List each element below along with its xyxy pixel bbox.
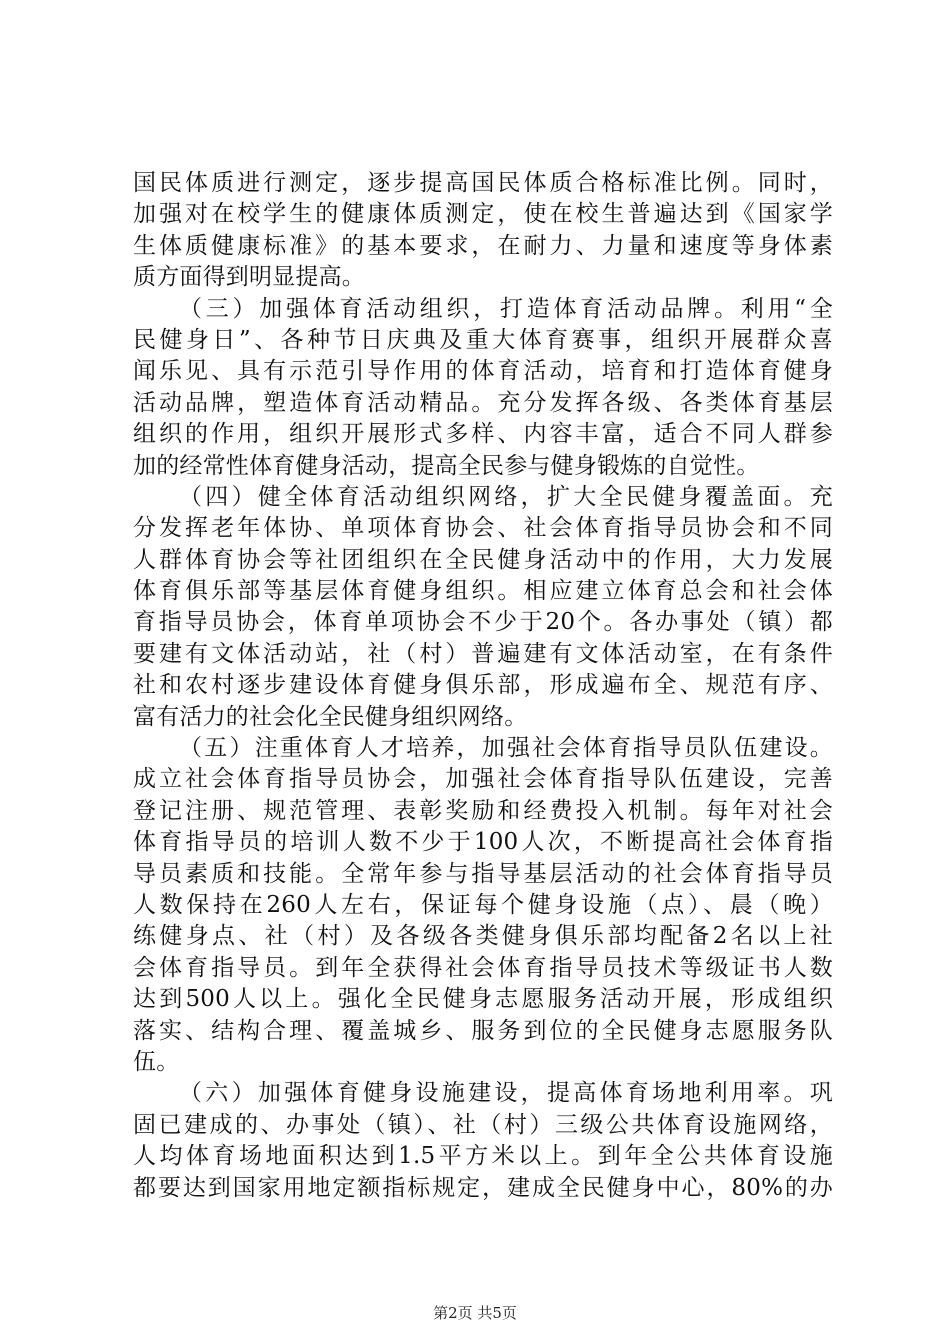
paragraph-line: 达到500人以上。强化全民健身志愿服务活动开展，形成组织 <box>133 986 833 1013</box>
paragraph-line: 育指导员协会，体育单项协会不少于20个。各办事处（镇）都 <box>133 609 833 636</box>
paragraph-line: 体育俱乐部等基层体育健身组织。相应建立体育总会和社会体 <box>133 578 833 605</box>
paragraph-line: （五）注重体育人才培养，加强社会体育指导员队伍建设。 <box>179 735 833 762</box>
paragraph-line: 国民体质进行测定，逐步提高国民体质合格标准比例。同时， <box>133 170 833 196</box>
paragraph-line: （三）加强体育活动组织，打造体育活动品牌。利用“全 <box>179 295 833 322</box>
paragraph-line: 固已建成的、办事处（镇）、社（村）三级公共体育设施网络， <box>133 1111 833 1138</box>
paragraph-line: 活动品牌，塑造体育活动精品。充分发挥各级、各类体育基层 <box>133 389 833 416</box>
paragraph-line: 社和农村逐步建设体育健身俱乐部，形成遍布全、规范有序、 <box>133 672 833 699</box>
paragraph-line: 分发挥老年体协、单项体育协会、社会体育指导员协会和不同 <box>133 515 833 542</box>
paragraph-line: 会体育指导员。到年全获得社会体育指导员技术等级证书人数 <box>133 954 833 981</box>
paragraph-line: 都要达到国家用地定额指标规定，建成全民健身中心，80%的办 <box>133 1174 833 1201</box>
paragraph-line: 人群体育协会等社团组织在全民健身活动中的作用，大力发展 <box>133 546 833 573</box>
paragraph-line: 人均体育场地面积达到1.5平方米以上。到年全公共体育设施 <box>133 1143 833 1170</box>
paragraph-line: 民健身日”、各种节日庆典及重大体育赛事，组织开展群众喜 <box>133 326 833 353</box>
paragraph-line: 加强对在校学生的健康体质测定，使在校生普遍达到《国家学 <box>133 201 833 228</box>
page-number-footer: 第2页 共5页 <box>433 1304 517 1322</box>
paragraph-line: 练健身点、社（村）及各级各类健身俱乐部均配备2名以上社 <box>133 923 833 950</box>
document-body <box>133 168 833 1204</box>
paragraph-line: 导员素质和技能。全常年参与指导基层活动的社会体育指导员 <box>133 860 833 887</box>
paragraph-line: 登记注册、规范管理、表彰奖励和经费投入机制。每年对社会 <box>133 797 833 824</box>
paragraph-line: 成立社会体育指导员协会，加强社会体育指导队伍建设，完善 <box>133 766 833 793</box>
paragraph-line: 生体质健康标准》的基本要求，在耐力、力量和速度等身体素 <box>133 232 833 259</box>
paragraph-line: 闻乐见、具有示范引导作用的体育活动，培育和打造体育健身 <box>133 358 833 385</box>
paragraph-line: 落实、结构合理、覆盖城乡、服务到位的全民健身志愿服务队 <box>133 1017 833 1044</box>
paragraph-line: 富有活力的社会化全民健身组织网络。 <box>133 703 528 730</box>
paragraph-line: （六）加强体育健身设施建设，提高体育场地利用率。巩 <box>179 1080 833 1107</box>
paragraph-line: 人数保持在260人左右，保证每个健身设施（点）、晨（晚） <box>133 891 833 918</box>
paragraph-line: 质方面得到明显提高。 <box>133 264 365 291</box>
paragraph-line: 加的经常性体育健身活动，提高全民参与健身锻炼的自觉性。 <box>133 452 760 479</box>
paragraph-line: 要建有文体活动站，社（村）普遍建有文体活动室，在有条件 <box>133 640 833 667</box>
paragraph-line: 伍。 <box>133 1048 180 1075</box>
paragraph-line: 体育指导员的培训人数不少于100人次，不断提高社会体育指 <box>133 829 833 856</box>
paragraph-line: 组织的作用，组织开展形式多样、内容丰富，适合不同人群参 <box>133 421 833 448</box>
paragraph-line: （四）健全体育活动组织网络，扩大全民健身覆盖面。充 <box>179 483 833 510</box>
